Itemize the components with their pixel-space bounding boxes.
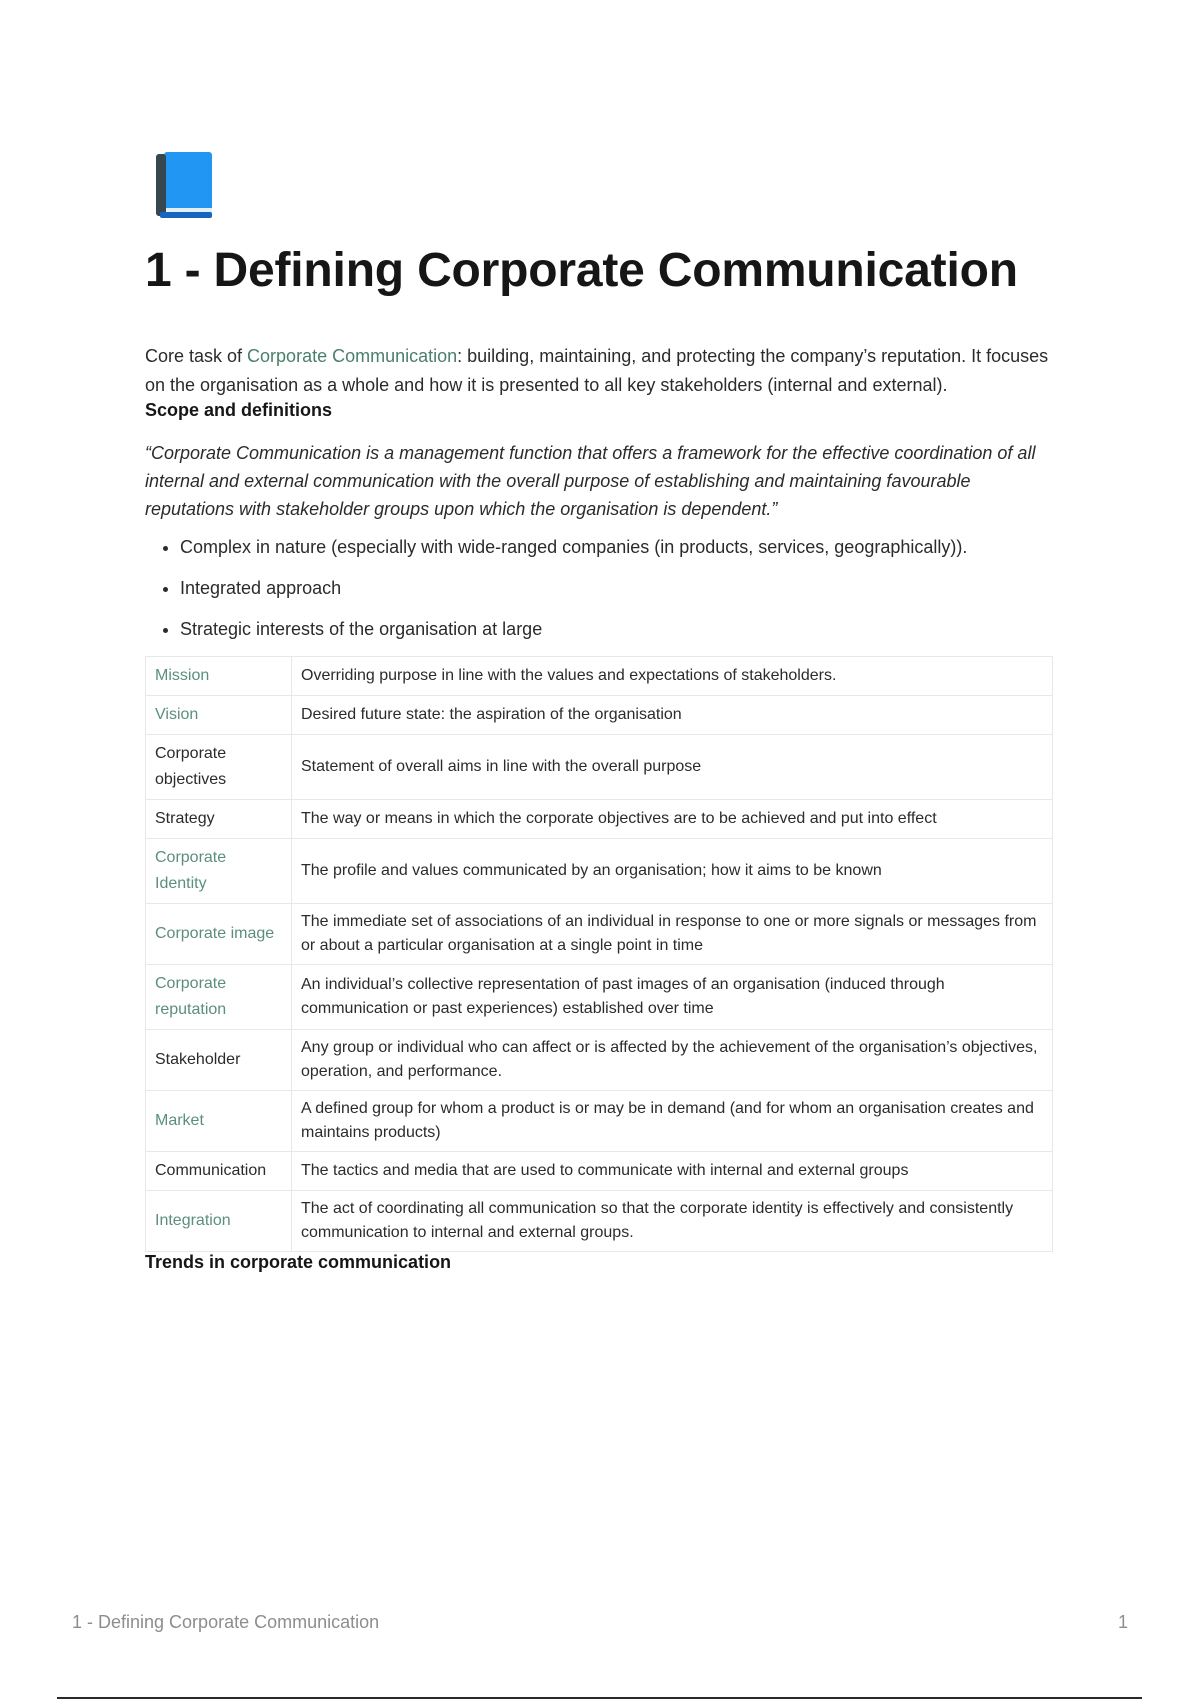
term-link[interactable]: Corporate image [146, 904, 292, 965]
intro-text-after: : building, maintaining, and protecting the company’s reputation. It focuses on the organisation as a whole and how it is presented to all key stakeholders (internal and external). [145, 346, 1049, 395]
term-description: A defined group for whom a product is or may be in demand (and for whom an organisation creates and maintains products) [292, 1091, 1053, 1152]
table-row [146, 1191, 1053, 1252]
scope-heading: Scope and definitions [145, 400, 333, 420]
term-link[interactable]: Integration [146, 1191, 292, 1252]
footer-title: 1 - Defining Corporate Communication [72, 1612, 380, 1632]
term-label: Communication [146, 1152, 292, 1191]
term-link[interactable]: Market [146, 1091, 292, 1152]
term-description: Overriding purpose in line with the values and expectations of stakeholders. [292, 657, 1053, 696]
term-description: An individual’s collective representation of past images of an organisation (induced through communication or past experiences) established over time [292, 965, 1053, 1030]
definition-quote: “Corporate Communication is a management function that offers a framework for the effective coordination of all internal and external communication with the overall purpose of establishing and maintaining favourable reputations with stakeholder groups upon which the organisation is dependent.” [145, 443, 1036, 519]
list-item: • Strategic interests of the organisation at large [180, 615, 1055, 643]
scope-bullet-list [145, 533, 1055, 643]
term-label: Stakeholder [146, 1030, 292, 1091]
intro-paragraph [145, 342, 1055, 400]
term-label: Corporate objectives [146, 735, 292, 800]
table-row [146, 735, 1053, 800]
trends-heading: Trends in corporate communication [145, 1252, 452, 1272]
corporate-communication-link[interactable]: Corporate Communication [247, 346, 458, 366]
term-link[interactable]: Corporate Identity [146, 839, 292, 904]
term-description: The act of coordinating all communication so that the corporate identity is effectively and consistently communication to internal and external groups. [292, 1191, 1053, 1252]
table-row [146, 800, 1053, 839]
table-row [146, 1030, 1053, 1091]
term-description: Statement of overall aims in line with the overall purpose [292, 735, 1053, 800]
page-footer [72, 1612, 1128, 1642]
table-row [146, 904, 1053, 965]
table-row [146, 1091, 1053, 1152]
intro-text-before: Core task of [145, 346, 248, 366]
page-title: 1 - Defining Corporate Communication [145, 244, 1018, 297]
term-description: The tactics and media that are used to communicate with internal and external groups [292, 1152, 1053, 1191]
term-description: The way or means in which the corporate objectives are to be achieved and put into effect [292, 800, 1053, 839]
table-row [146, 965, 1053, 1030]
term-description: Desired future state: the aspiration of the organisation [292, 696, 1053, 735]
term-link[interactable]: Corporate reputation [146, 965, 292, 1030]
bottom-divider [57, 1697, 1142, 1699]
term-description: The immediate set of associations of an individual in response to one or more signals or messages from or about a particular organisation at a single point in time [292, 904, 1053, 965]
term-link[interactable]: Mission [146, 657, 292, 696]
table-row [146, 657, 1053, 696]
document-page [145, 150, 1055, 1273]
table-row [146, 696, 1053, 735]
footer-page-number: 1 [1117, 1612, 1128, 1632]
list-item: • Complex in nature (especially with wide-ranged companies (in products, services, geographically)). [180, 533, 1055, 561]
list-item: • Integrated approach [180, 574, 1055, 602]
table-row [146, 1152, 1053, 1191]
term-label: Strategy [146, 800, 292, 839]
definitions-table [145, 656, 1053, 1252]
table-row [146, 839, 1053, 904]
term-link[interactable]: Vision [146, 696, 292, 735]
blue-book-icon [152, 150, 218, 222]
term-description: The profile and values communicated by an organisation; how it aims to be known [292, 839, 1053, 904]
term-description: Any group or individual who can affect or is affected by the achievement of the organisation’s objectives, operation, and performance. [292, 1030, 1053, 1091]
